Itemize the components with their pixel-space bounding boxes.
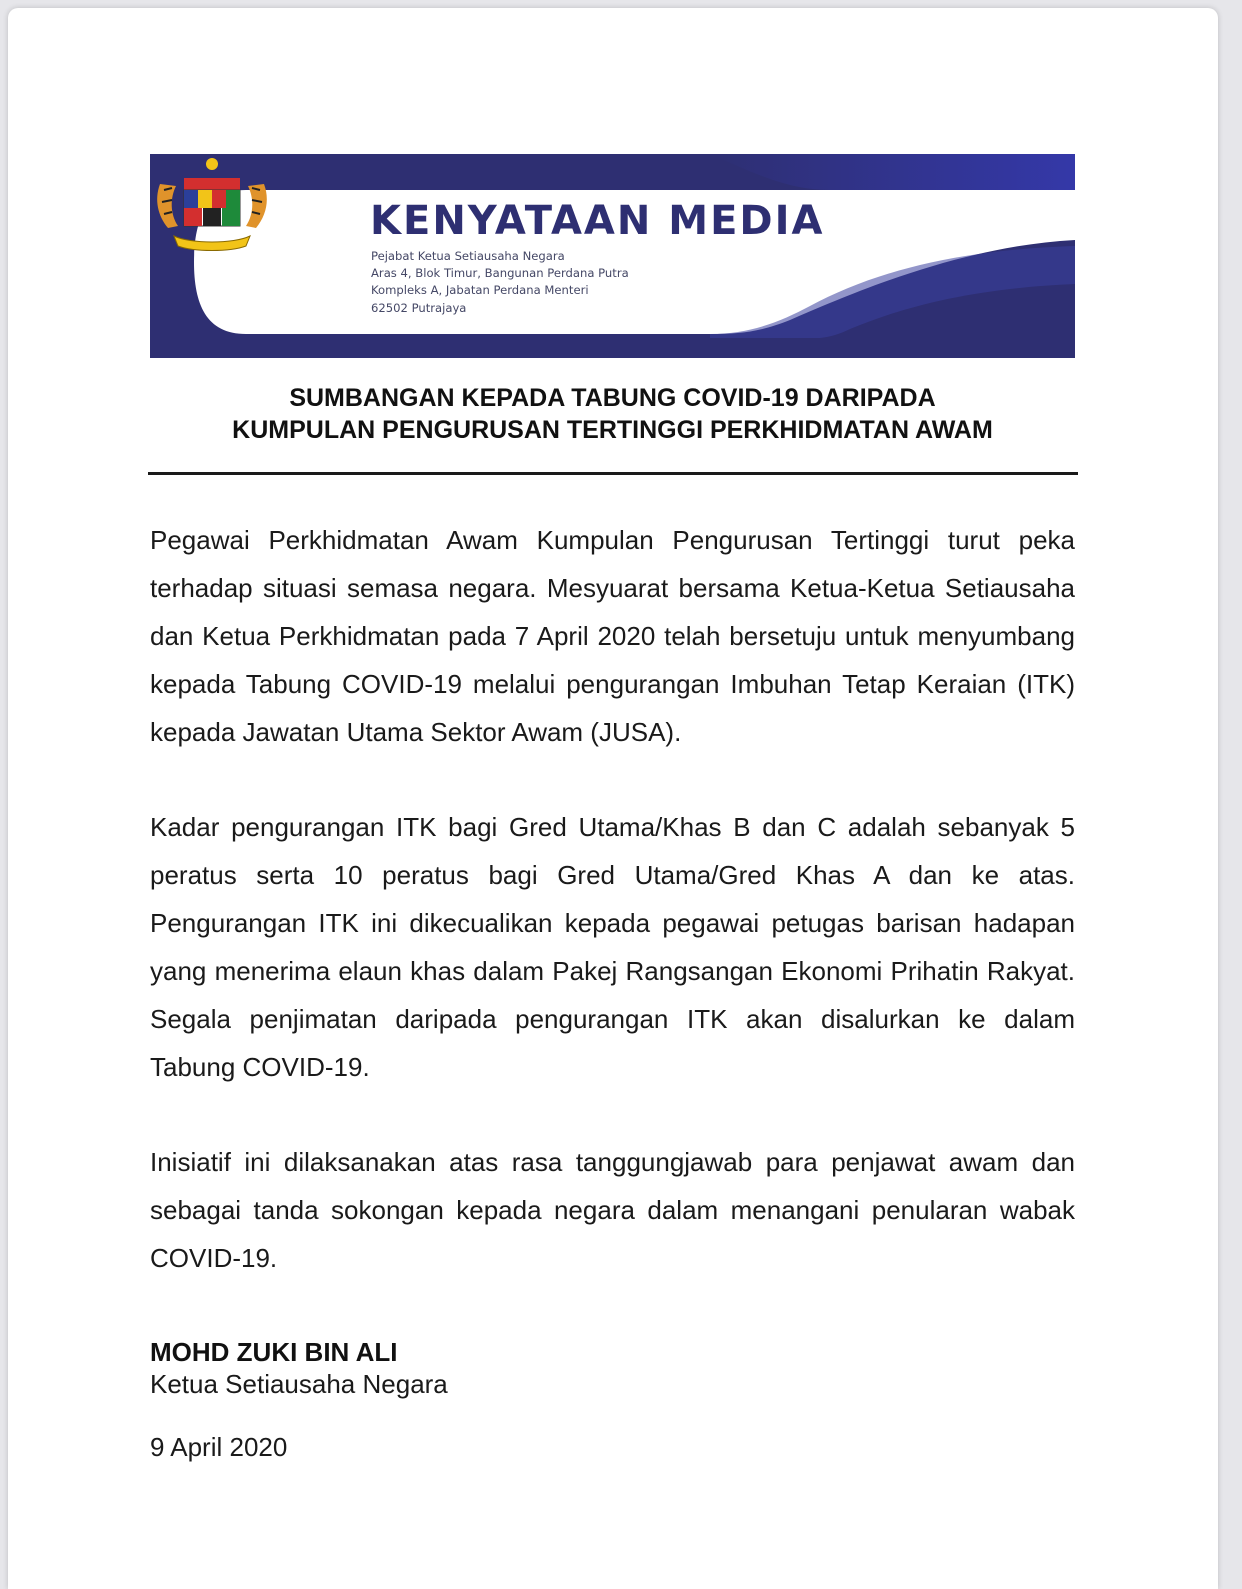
office-address xyxy=(371,248,629,317)
signatory-name: MOHD ZUKI BIN ALI xyxy=(150,1337,398,1367)
headline-divider xyxy=(148,472,1078,475)
statement-headline xyxy=(150,382,1075,446)
address-line: 62502 Putrajaya xyxy=(371,300,467,315)
signatory-title: Ketua Setiausaha Negara xyxy=(150,1369,448,1399)
statement-date: 9 April 2020 xyxy=(150,1432,288,1462)
body-paragraph: Pegawai Perkhidmatan Awam Kumpulan Pengurusan Tertinggi turut peka terhadap situasi semasa negara. Mesyuarat bersama Ketua-Ketua Setiausaha dan Ketua Perkhidmatan pada 7 April 2020 telah bersetuju untuk menyumbang kepada Tabung COVID-19 melalui pengurangan Imbuhan Tetap Keraian (ITK) kepada Jawatan Utama Sektor Awam (JUSA). xyxy=(150,525,1075,747)
banner-title: KENYATAAN MEDIA xyxy=(370,198,825,244)
address-line: Kompleks A, Jabatan Perdana Menteri xyxy=(371,283,589,298)
document-page xyxy=(8,8,1218,1589)
body-paragraph: Kadar pengurangan ITK bagi Gred Utama/Khas B dan C adalah sebanyak 5 peratus serta 10 peratus bagi Gred Utama/Gred Khas A dan ke atas. Pengurangan ITK ini dikecualikan kepada pegawai petugas barisan hadapan yang menerima elaun khas dalam Pakej Rangsangan Ekonomi Prihatin Rakyat. Segala penjimatan daripada pengurangan ITK akan disalurkan ke dalam Tabung COVID-19. xyxy=(150,812,1075,1082)
headline-line: SUMBANGAN KEPADA TABUNG COVID-19 DARIPADA xyxy=(289,384,936,412)
media-statement-banner xyxy=(150,154,1075,358)
address-line: Pejabat Ketua Setiausaha Negara xyxy=(371,249,565,263)
malaysia-coat-of-arms-icon xyxy=(150,154,274,254)
headline-line: KUMPULAN PENGURUSAN TERTINGGI PERKHIDMATAN AWAM xyxy=(232,416,993,444)
body-paragraph: Inisiatif ini dilaksanakan atas rasa tanggungjawab para penjawat awam dan sebagai tanda sokongan kepada negara dalam menangani penularan wabak COVID-19. xyxy=(150,1147,1075,1273)
address-line: Aras 4, Blok Timur, Bangunan Perdana Putra xyxy=(371,266,629,281)
